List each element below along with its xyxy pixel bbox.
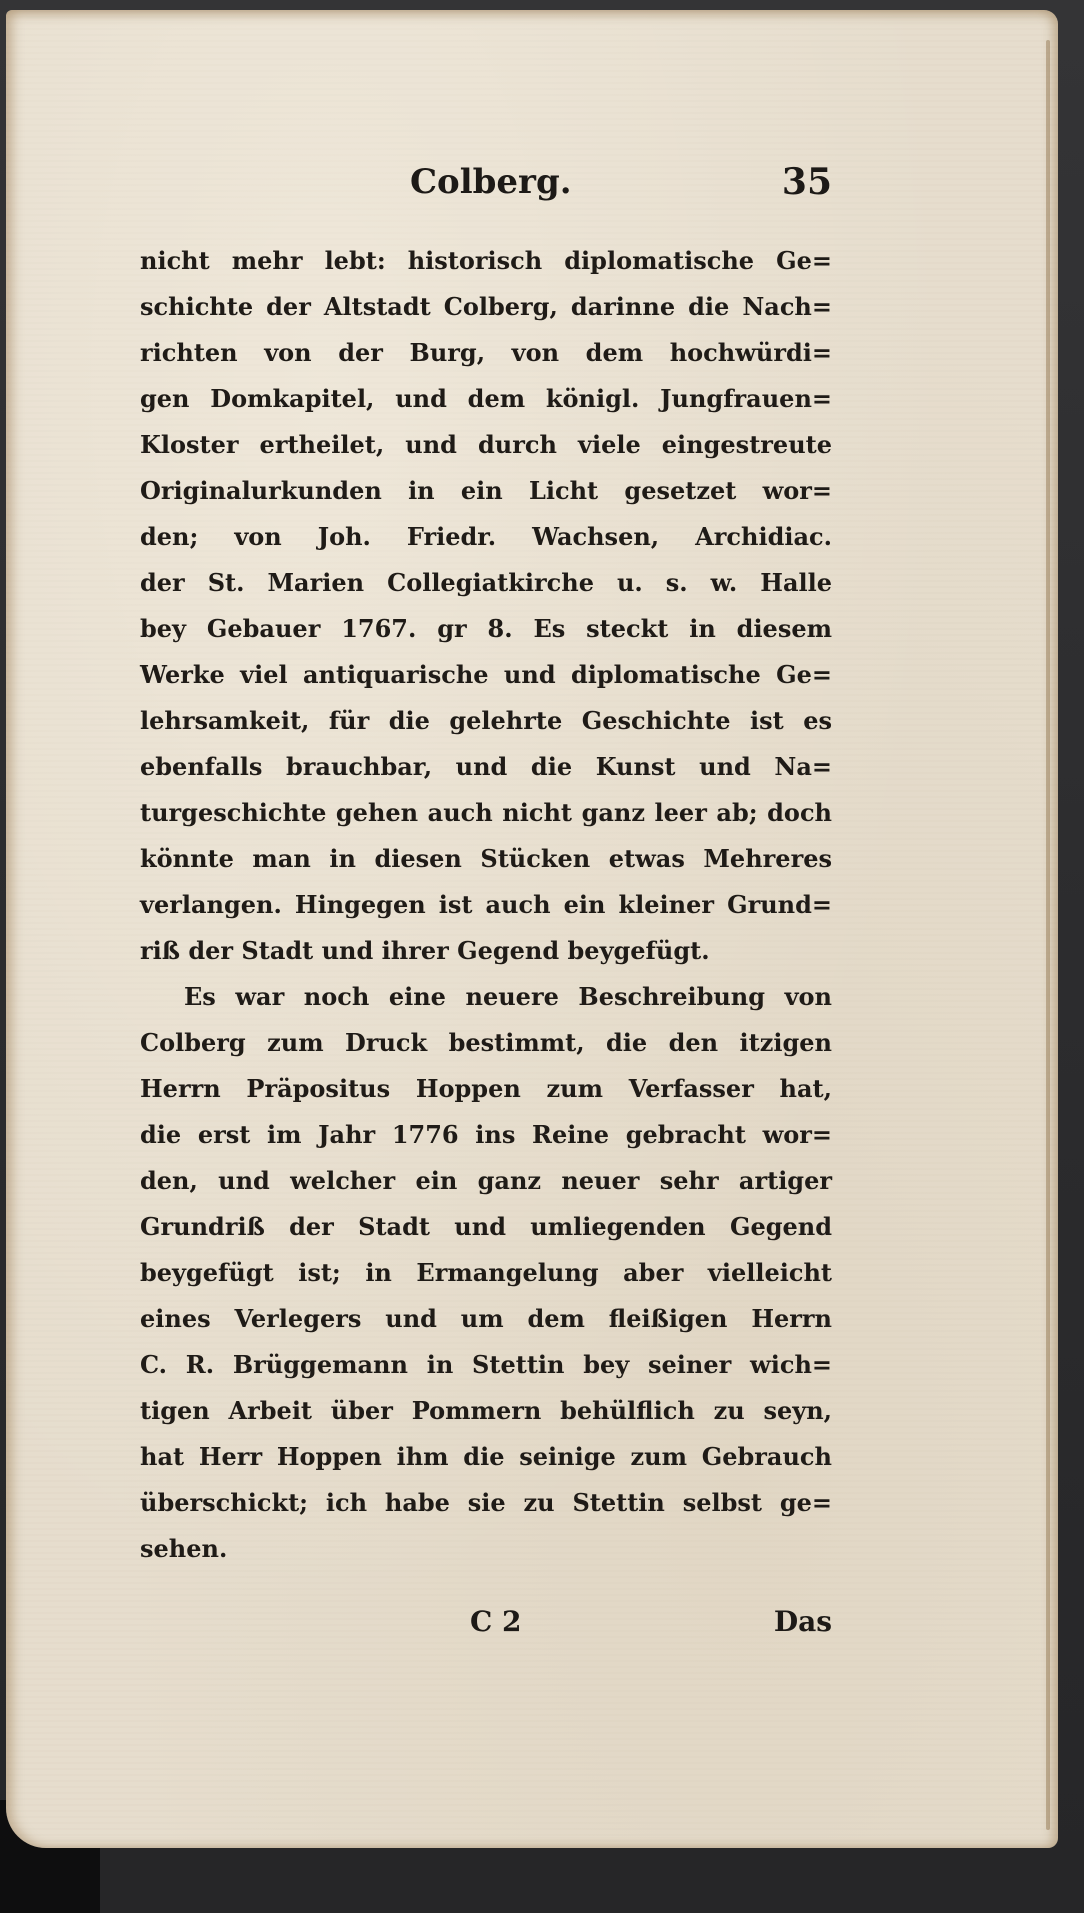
- text-line: Werke viel antiquarische und diplomatische Ge=: [140, 660, 832, 689]
- text-line: die erst im Jahr 1776 ins Reine gebracht wor=: [140, 1120, 832, 1149]
- text-line: turgeschichte gehen auch nicht ganz leer ab; doch: [140, 798, 832, 827]
- paragraph-start-line: Es war noch eine neuere Beschreibung von: [184, 982, 832, 1011]
- text-line: Herrn Präpositus Hoppen zum Verfasser hat,: [140, 1074, 832, 1103]
- text-line: nicht mehr lebt: historisch diplomatische Ge=: [140, 246, 832, 275]
- text-line: lehrsamkeit, für die gelehrte Geschichte ist es: [140, 706, 832, 735]
- text-line: verlangen. Hingegen ist auch ein kleiner Grund=: [140, 890, 832, 919]
- text-line: hat Herr Hoppen ihm die seinige zum Gebrauch: [140, 1442, 832, 1471]
- text-line: der St. Marien Collegiatkirche u. s. w. Halle: [140, 568, 832, 597]
- text-line: ebenfalls brauchbar, und die Kunst und Na=: [140, 752, 832, 781]
- text-line: Colberg zum Druck bestimmt, die den itzigen: [140, 1028, 832, 1057]
- text-line: C. R. Brüggemann in Stettin bey seiner wich=: [140, 1350, 832, 1379]
- paragraph-end-line: sehen.: [140, 1534, 228, 1563]
- page-header: [140, 160, 832, 210]
- text-line: richten von der Burg, von dem hochwürdi=: [140, 338, 832, 367]
- text-line: eines Verlegers und um dem fleißigen Herrn: [140, 1304, 832, 1333]
- text-line: Kloster ertheilet, und durch viele eingestreute: [140, 430, 832, 459]
- page-footer: [140, 1600, 832, 1644]
- text-line: den; von Joh. Friedr. Wachsen, Archidiac.: [140, 522, 832, 551]
- body-text: [140, 238, 832, 1572]
- text-line: bey Gebauer 1767. gr 8. Es steckt in diesem: [140, 614, 832, 643]
- text-line: tigen Arbeit über Pommern behülflich zu seyn,: [140, 1396, 832, 1425]
- text-line: Originalurkunden in ein Licht gesetzet wor=: [140, 476, 832, 505]
- page-edge: [1046, 40, 1050, 1830]
- text-line: schichte der Altstadt Colberg, darinne die Nach=: [140, 292, 832, 321]
- signature-mark: C 2: [470, 1605, 522, 1638]
- text-line: den, und welcher ein ganz neuer sehr artiger: [140, 1166, 832, 1195]
- page-number: 35: [781, 161, 832, 203]
- paragraph-end-line: riß der Stadt und ihrer Gegend beygefügt.: [140, 936, 710, 965]
- text-line: gen Domkapitel, und dem königl. Jungfrauen=: [140, 384, 832, 413]
- text-line: beygefügt ist; in Ermangelung aber vielleicht: [140, 1258, 832, 1287]
- text-line: Grundriß der Stadt und umliegenden Gegend: [140, 1212, 832, 1241]
- text-line: könnte man in diesen Stücken etwas Mehreres: [140, 844, 832, 873]
- catchword: Das: [773, 1605, 832, 1638]
- text-line: überschickt; ich habe sie zu Stettin selbst ge=: [140, 1488, 832, 1517]
- running-head: Colberg.: [410, 162, 572, 202]
